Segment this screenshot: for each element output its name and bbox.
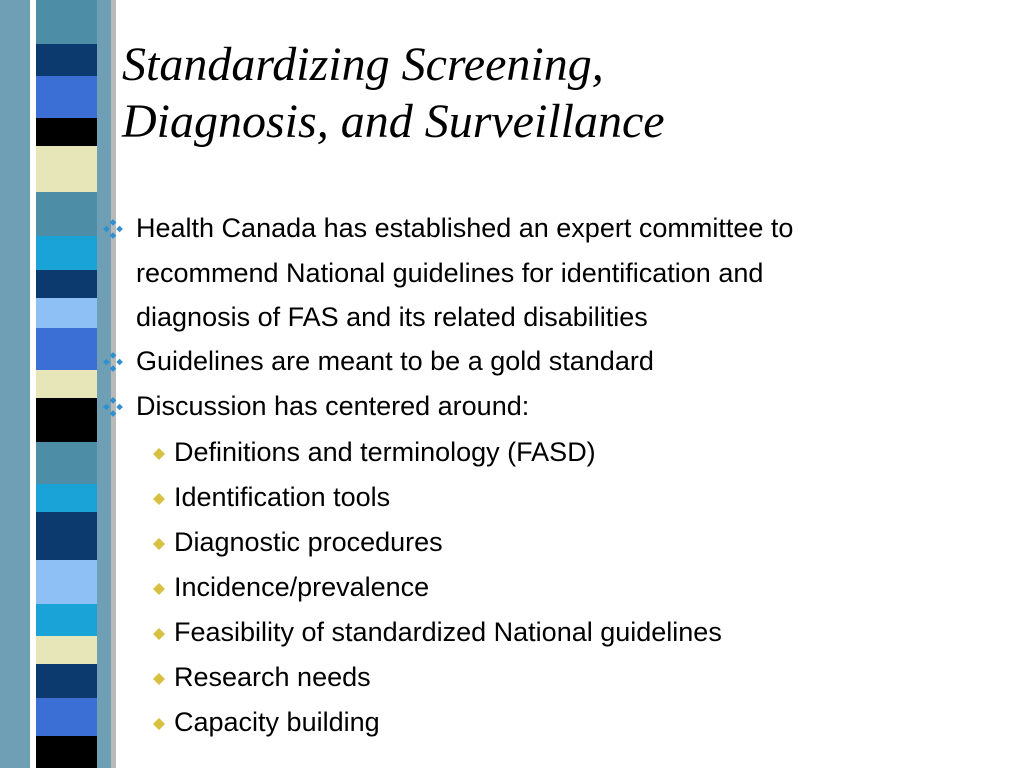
- sub-bullet-text: Research needs: [174, 662, 371, 692]
- stripe-cell: [36, 270, 97, 298]
- sub-bullet-text: Capacity building: [174, 707, 380, 737]
- sub-bullet-text: Identification tools: [174, 482, 391, 512]
- sub-bullet-text: Diagnostic procedures: [174, 527, 443, 557]
- stripe-cell: [36, 512, 97, 560]
- sub-bullet-text: Definitions and terminology (FASD): [174, 437, 596, 467]
- stripe-cell: [36, 560, 97, 604]
- diamond-bullet-icon: [152, 537, 166, 551]
- stripe-cell: [36, 484, 97, 512]
- stripe-cell: [36, 664, 97, 698]
- diamond-bullet-icon: [152, 582, 166, 596]
- stripe-cell: [36, 370, 97, 398]
- diamond-bullet-icon: [152, 447, 166, 461]
- diamond-bullet-icon: [152, 717, 166, 731]
- stripe-right-band: [97, 0, 111, 768]
- stripe-cell: [36, 118, 97, 146]
- stripe-cell: [36, 0, 97, 44]
- stripe-cell: [36, 44, 97, 76]
- quad-diamond-bullet-icon: [102, 396, 124, 418]
- stripe-cell: [36, 398, 97, 442]
- sub-bullet-text: Feasibility of standardized National guidelines: [174, 617, 722, 647]
- stripe-left-band: [0, 0, 30, 768]
- stripe-cell: [36, 636, 97, 664]
- stripe-cell: [36, 604, 97, 636]
- quad-diamond-bullet-icon: [102, 218, 124, 240]
- stripe-cell: [36, 146, 97, 192]
- slide-title: [122, 36, 1002, 150]
- title-line-1: Standardizing Screening,: [122, 38, 604, 91]
- bullet-text-line: Discussion has centered around:: [136, 391, 530, 421]
- stripe-cell: [36, 328, 97, 370]
- diamond-bullet-icon: [152, 672, 166, 686]
- bullet-text-line: Guidelines are meant to be a gold standard: [136, 346, 654, 376]
- stripe-cell: [36, 236, 97, 270]
- sub-bullet-text: Incidence/prevalence: [174, 572, 430, 602]
- stripe-cell: [36, 442, 97, 484]
- stripe-cell: [36, 698, 97, 736]
- quad-diamond-bullet-icon: [102, 351, 124, 373]
- stripe-cell: [36, 76, 97, 118]
- stripe-cell: [36, 736, 97, 768]
- stripe-cell: [36, 192, 97, 236]
- stripe-cell: [36, 298, 97, 328]
- diamond-bullet-icon: [152, 627, 166, 641]
- diamond-bullet-icon: [152, 492, 166, 506]
- decorative-stripe-bar: [0, 0, 118, 768]
- title-line-2: Diagnosis, and Surveillance: [122, 95, 665, 148]
- bullet-text-line: recommend National guidelines for identification and: [136, 257, 764, 288]
- bullet-text-line: diagnosis of FAS and its related disabilities: [136, 302, 648, 332]
- stripe-shadow: [111, 0, 116, 768]
- bullet-text-line: Health Canada has established an expert committee to: [136, 213, 794, 243]
